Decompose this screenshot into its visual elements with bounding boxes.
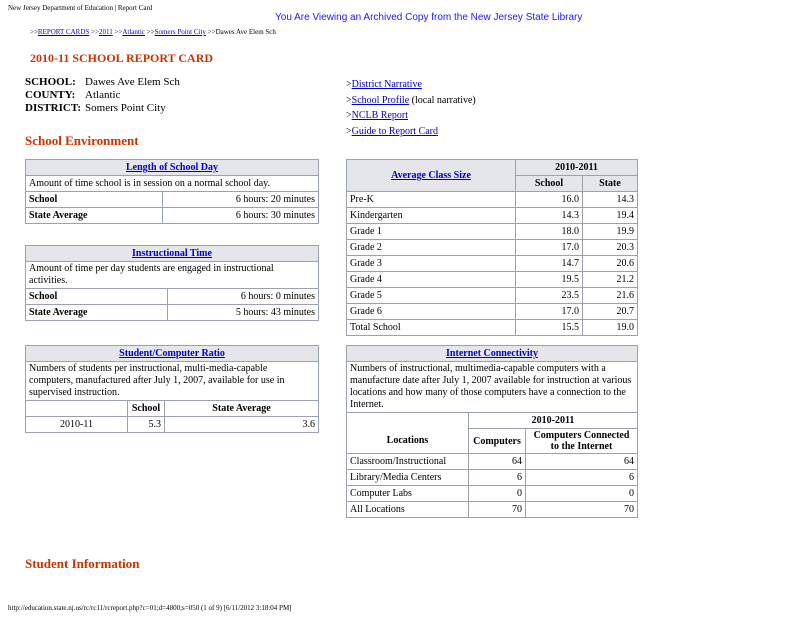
grade-label: Grade 3 [347, 256, 516, 272]
school-value: Dawes Ave Elem Sch [85, 76, 180, 88]
grade-label: Grade 2 [347, 240, 516, 256]
connected-count: 70 [526, 502, 638, 518]
breadcrumb-school: Dawes Ave Elem Sch [215, 28, 276, 36]
location-label: Classroom/Instructional [347, 454, 469, 470]
class-size-row [347, 192, 638, 208]
grade-label: Grade 4 [347, 272, 516, 288]
nclb-report-link[interactable]: NCLB Report [351, 110, 409, 121]
section-school-environment: School Environment [25, 133, 139, 148]
county-value: Atlantic [85, 89, 121, 101]
state-class-size: 14.3 [583, 192, 638, 208]
class-size-link[interactable]: Average Class Size [391, 170, 471, 181]
grade-label: Grade 6 [347, 304, 516, 320]
state-class-size: 20.6 [583, 256, 638, 272]
class-size-table: Average Class Size 2010-2011 School State Pre-K 16.0 14.3 Kindergarten 14.3 19.4 Grade 1 18.0 19.9 Grade 2 17.0 20.3 Grade 3 14.7 20.6 Grade 4 19.5 21.2 Grade 5 23.5 21.6 Grade 6 17.0 20.7 Total School 15.5 19.0 [346, 159, 638, 336]
internet-row [347, 470, 638, 486]
connected-count: 6 [526, 470, 638, 486]
computers-count: 70 [469, 502, 526, 518]
school-class-size: 16.0 [516, 192, 583, 208]
length-of-day-table: Length of School Day Amount of time school is in session on a normal school day. School 6 hours: 20 minutes State Average 6 hours: 30 minutes [25, 159, 319, 224]
grade-label: Total School [347, 320, 516, 336]
state-class-size: 21.6 [583, 288, 638, 304]
district-value: Somers Point City [85, 102, 166, 114]
class-size-row [347, 304, 638, 320]
internet-row [347, 454, 638, 470]
student-computer-desc: Numbers of students per instructional, multi-media-capable computers, manufactured after July 1, 2007, available for use in supervised instruction. [26, 362, 319, 401]
school-class-size: 14.7 [516, 256, 583, 272]
report-links: >District Narrative >School Profile (local narrative) >NCLB Report >Guide to Report Card [346, 79, 476, 137]
location-label: All Locations [347, 502, 469, 518]
section-student-information: Student Information [25, 556, 140, 571]
report-title: 2010-11 SCHOOL REPORT CARD [30, 51, 214, 65]
breadcrumb-district[interactable]: Somers Point City [154, 28, 206, 36]
location-label: Computer Labs [347, 486, 469, 502]
state-class-size: 20.7 [583, 304, 638, 320]
school-class-size: 17.0 [516, 240, 583, 256]
class-size-row [347, 320, 638, 336]
class-size-row [347, 272, 638, 288]
breadcrumb-county[interactable]: Atlantic [122, 28, 145, 36]
school-profile-link[interactable]: School Profile [351, 94, 410, 106]
student-computer-table: Student/Computer Ratio Numbers of students per instructional, multi-media-capable computers, manufactured after July 1, 2007, available for use in supervised instruction. School State Average 2010-11 5.3 3.6 [25, 345, 319, 433]
county-label: COUNTY: [25, 89, 76, 101]
guide-link[interactable]: Guide to Report Card [351, 125, 439, 137]
connected-count: 64 [526, 454, 638, 470]
state-class-size: 21.2 [583, 272, 638, 288]
internet-desc: Numbers of instructional, multimedia-capable computers with a manufacture date after July 1, 2007 available for instruction at various locations and how many of those computers have a connection to the Internet. [347, 362, 638, 413]
grade-label: Kindergarten [347, 208, 516, 224]
school-info [25, 76, 180, 115]
school-class-size: 23.5 [516, 288, 583, 304]
school-class-size: 15.5 [516, 320, 583, 336]
instructional-time-table: Instructional Time Amount of time per day students are engaged in instructional activities. School 6 hours: 0 minutes State Average 5 hours: 43 minutes [25, 245, 319, 321]
internet-link[interactable]: Internet Connectivity [446, 348, 538, 359]
school-label: SCHOOL: [25, 76, 76, 88]
grade-label: Grade 1 [347, 224, 516, 240]
state-class-size: 19.0 [583, 320, 638, 336]
breadcrumb-report-cards[interactable]: REPORT CARDS [37, 28, 90, 36]
grade-label: Grade 5 [347, 288, 516, 304]
location-label: Library/Media Centers [347, 470, 469, 486]
state-class-size: 19.9 [583, 224, 638, 240]
class-size-row [347, 208, 638, 224]
breadcrumb-year[interactable]: 2011 [98, 28, 113, 36]
archive-notice: You Are Viewing an Archived Copy from the New Jersey State Library [275, 12, 583, 23]
computers-count: 0 [469, 486, 526, 502]
internet-row [347, 502, 638, 518]
class-size-row [347, 240, 638, 256]
internet-row [347, 486, 638, 502]
class-size-row [347, 288, 638, 304]
school-class-size: 18.0 [516, 224, 583, 240]
page-title: New Jersey Department of Education | Report Card [8, 4, 153, 12]
connected-count: 0 [526, 486, 638, 502]
student-computer-link[interactable]: Student/Computer Ratio [119, 348, 225, 359]
class-size-row [347, 256, 638, 272]
length-of-day-desc: Amount of time school is in session on a normal school day. [26, 176, 319, 192]
school-class-size: 19.5 [516, 272, 583, 288]
district-label: DISTRICT: [25, 102, 82, 114]
instructional-time-desc: Amount of time per day students are engaged in instructional activities. [26, 262, 319, 289]
state-class-size: 20.3 [583, 240, 638, 256]
computers-count: 64 [469, 454, 526, 470]
length-of-day-link[interactable]: Length of School Day [126, 162, 218, 173]
instructional-time-link[interactable]: Instructional Time [132, 248, 212, 259]
school-class-size: 17.0 [516, 304, 583, 320]
school-class-size: 14.3 [516, 208, 583, 224]
state-class-size: 19.4 [583, 208, 638, 224]
internet-table: Internet Connectivity Numbers of instructional, multimedia-capable computers with a manufacture date after July 1, 2007 available for instruction at various locations and how many of those computers have a connection to the Internet. 2010-2011 Locations Computers Computers Connected to the Internet Classroom/Instructional 64 64 Library/Media Centers 6 6 Computer Labs 0 0 All Locations 70 70 [346, 345, 638, 518]
grade-label: Pre-K [347, 192, 516, 208]
class-size-row [347, 224, 638, 240]
breadcrumb: >>REPORT CARDS >>2011 >>Atlantic >>Somers Point City >>Dawes Ave Elem Sch [30, 28, 276, 36]
district-narrative-link[interactable]: District Narrative [351, 79, 422, 90]
computers-count: 6 [469, 470, 526, 486]
footer-url: http://education.state.nj.us/rc/rc11/rcreport.php?c=01;d=4800;s=050 (1 of 9) [6/11/2012 3:18:04 PM] [8, 604, 292, 612]
